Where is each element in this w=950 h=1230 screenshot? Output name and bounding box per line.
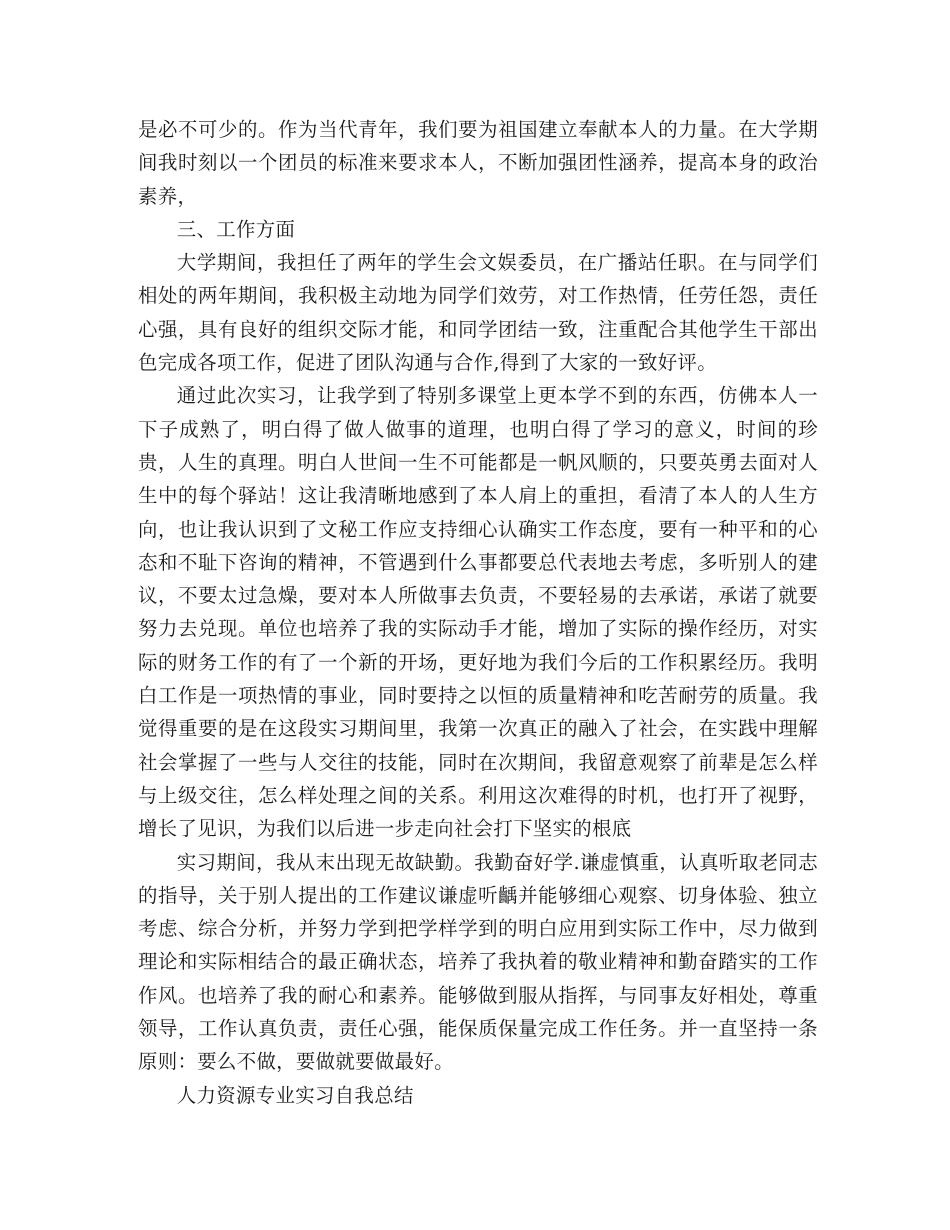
paragraph-internship-conduct: 实习期间，我从末出现无故缺勤。我勤奋好学.谦虚慎重，认真听取老同志的指导，关于别人提出的工作建议谦虚听齲并能够细心观察、切身体验、独立考虑、综合分析，并努力学到把学样学到的明白应用到实际工作中，尽力做到理论和实际相结合的最正确状态，培养了我执着的敬业精神和勤奋踏实的工作作风。也培养了我的耐心和素养。能够做到服从指挥，与同事友好相处，尊重领导，工作认真负责，责任心强，能保质保量完成工作任务。并一直坚持一条原则：要么不做，要做就要做最好。 [138, 850, 818, 1074]
paragraph-internship-reflection: 通过此次实习，让我学到了特别多课堂上更本学不到的东西，仿佛本人一下子成熟了，明白得了做人做事的道理，也明白得了学习的意义，时间的珍贵，人生的真理。明白人世间一生不可能都是一帆风顺的，只要英勇去面对人生中的每个驿站！这让我清晰地感到了本人肩上的重担，看清了本人的人生方向，也让我认识到了文秘工作应支持细心认确实工作态度，要有一种平和的心态和不耻下咨询的精神，不管遇到什么事都要总代表地去考虑，多听别人的建议，不要太过急燥，要对本人所做事去负责，不要轻易的去承诺，承诺了就要努力去兑现。单位也培养了我的实际动手才能，增加了实际的操作经历，对实际的财务工作的有了一个新的开场，更好地为我们今后的工作积累经历。我明白工作是一项热情的事业，同时要持之以恒的质量精神和吃苦耐劳的质量。我觉得重要的是在这段实习期间里，我第一次真正的融入了社会，在实践中理解社会掌握了一些与人交往的技能，同时在次期间，我留意观察了前辈是怎么样与上级交往，怎么样处理之间的关系。利用这次难得的时机，也打开了视野，增长了见识，为我们以后进一步走向社会打下坚实的根底 [138, 384, 818, 841]
section-title-hr-summary: 人力资源专业实习自我总结 [176, 1083, 414, 1107]
paragraph-political-quality: 是必不可少的。作为当代青年，我们要为祖国建立奉献本人的力量。在大学期间我时刻以一个团员的标准来要求本人，不断加强团性涵养，提高本身的政治素养， [138, 118, 818, 208]
section-heading-work: 三、工作方面 [176, 217, 296, 241]
paragraph-student-union: 大学期间，我担任了两年的学生会文娱委员，在广播站任职。在与同学们相处的两年期间，我积极主动地为同学们效劳，对工作热情，任劳任怨，责任心强，具有良好的组织交际才能，和同学团结一致，注重配合其他学生干部出色完成各项工作，促进了团队沟通与合作,得到了大家的一致好评。 [138, 251, 818, 375]
document-body [138, 113, 818, 1112]
